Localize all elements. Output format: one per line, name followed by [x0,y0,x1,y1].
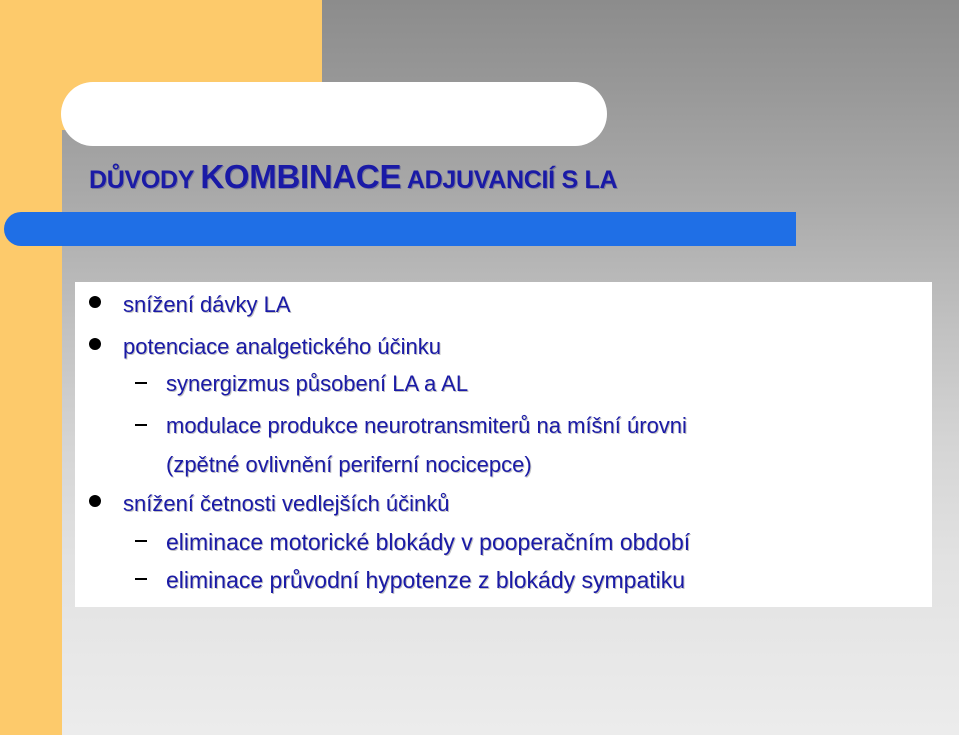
bullet-icon [89,495,101,507]
bullet-icon [89,296,101,308]
sub-list-item: eliminace motorické blokády v pooperačním období [166,529,691,555]
title-prefix: DŮVODY [89,166,201,194]
left-side-panel [0,0,62,735]
sub-list-item: modulace produkce neurotransmiterů na míšní úrovni [166,413,687,438]
slide-title [89,158,617,196]
sub-list-item-continuation: (zpětné ovlivnění periferní nocicepce) [166,452,532,477]
list-item: snížení dávky LA [123,292,291,317]
content-box [75,282,932,607]
dash-icon [135,540,147,542]
list-item: potenciace analgetického účinku [123,334,442,359]
title-decoration-pill [61,82,607,146]
dash-icon [135,382,147,384]
list-item: snížení četnosti vedlejších účinků [123,491,450,516]
sub-list-item: synergizmus působení LA a AL [166,371,469,396]
accent-bar [4,212,796,246]
title-suffix: ADJUVANCIÍ S LA [401,166,618,194]
sub-list-item: eliminace průvodní hypotenze z blokády sympatiku [166,567,686,593]
dash-icon [135,578,147,580]
dash-icon [135,424,147,426]
title-main: KOMBINACE [200,158,402,195]
bullet-icon [89,338,101,350]
